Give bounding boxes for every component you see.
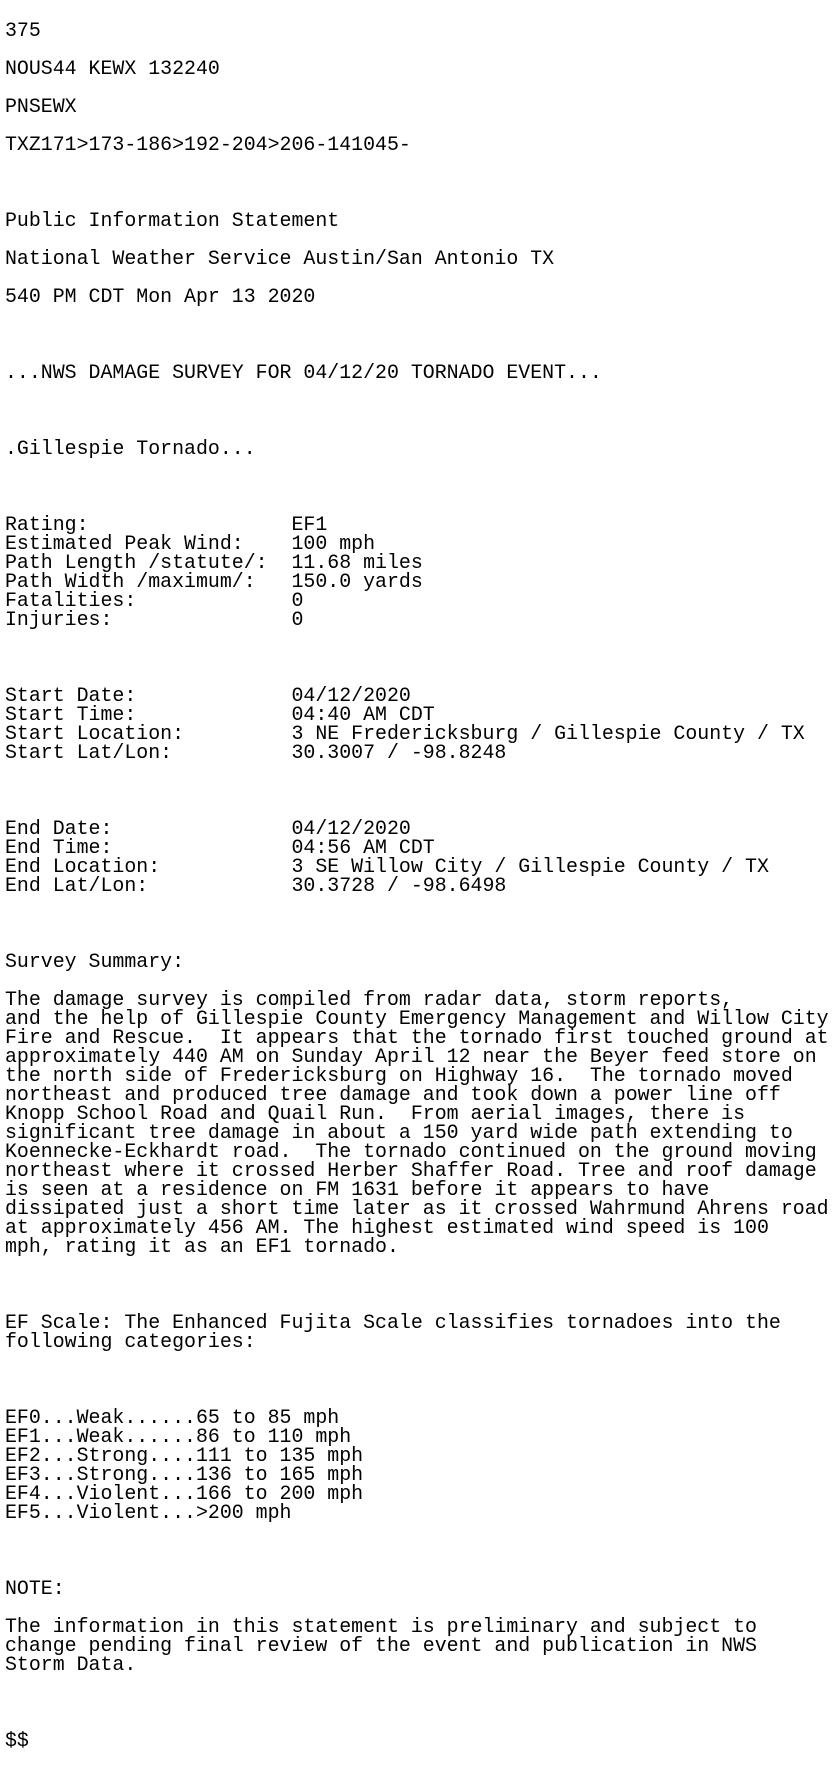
text-line: following categories: bbox=[5, 1330, 256, 1353]
text-line: is seen at a residence on FM 1631 before it appears to have bbox=[5, 1178, 710, 1201]
ef-scale-categories bbox=[5, 1408, 838, 1522]
text-line: dissipated just a short time later as it crossed Wahrmund Ahrens road bbox=[5, 1197, 829, 1220]
end-row bbox=[5, 876, 838, 895]
stats-value: 150.0 yards bbox=[291, 570, 423, 593]
note-heading: NOTE: bbox=[5, 1577, 65, 1600]
end-label: End Date: bbox=[5, 817, 113, 840]
text-line: approximately 440 AM on Sunday April 12 near the Beyer feed store on bbox=[5, 1045, 817, 1068]
ugc-codes: TXZ171>173-186>192-204>206-141045- bbox=[5, 133, 411, 156]
end-of-product-marker: $$ bbox=[5, 1729, 29, 1752]
stats-label: Fatalities: bbox=[5, 589, 137, 612]
text-line: EF Scale: The Enhanced Fujita Scale classifies tornadoes into the bbox=[5, 1311, 781, 1334]
headline: ...NWS DAMAGE SURVEY FOR 04/12/20 TORNADO EVENT... bbox=[5, 361, 602, 384]
start-label: Start Location: bbox=[5, 722, 185, 745]
text-line: The damage survey is compiled from radar data, storm reports, bbox=[5, 988, 734, 1011]
wmo-header: NOUS44 KEWX 132240 bbox=[5, 57, 220, 80]
blank-line bbox=[5, 1693, 838, 1712]
text-line: Knopp School Road and Quail Run. From aerial images, there is bbox=[5, 1102, 746, 1125]
text-line: EF0...Weak......65 to 85 mph bbox=[5, 1406, 340, 1429]
text-line: Storm Data. bbox=[5, 1653, 137, 1676]
blank-line bbox=[5, 1541, 838, 1560]
survey-heading: Survey Summary: bbox=[5, 950, 185, 973]
stats-value: 0 bbox=[291, 589, 304, 612]
end-value: 3 SE Willow City / Gillespie County / TX bbox=[291, 855, 769, 878]
note-text bbox=[5, 1617, 838, 1674]
text-line: EF3...Strong....136 to 165 mph bbox=[5, 1463, 364, 1486]
stats-value: 100 mph bbox=[291, 532, 376, 555]
product-name: Public Information Statement bbox=[5, 209, 340, 232]
end-value: 04/12/2020 bbox=[291, 817, 411, 840]
stats-value: 0 bbox=[291, 608, 304, 631]
stats-label: Rating: bbox=[5, 513, 89, 536]
start-block bbox=[5, 686, 838, 762]
end-block bbox=[5, 819, 838, 895]
text-line: mph, rating it as an EF1 tornado. bbox=[5, 1235, 399, 1258]
blank-line bbox=[5, 173, 838, 192]
stats-block bbox=[5, 515, 838, 629]
blank-line bbox=[5, 325, 838, 344]
start-row bbox=[5, 743, 838, 762]
stats-row bbox=[5, 610, 838, 629]
text-line: The information in this statement is preliminary and subject to bbox=[5, 1615, 757, 1638]
stats-label: Path Width /maximum/: bbox=[5, 570, 256, 593]
stats-row bbox=[5, 591, 838, 610]
start-value: 04/12/2020 bbox=[291, 684, 411, 707]
blank-line bbox=[5, 781, 838, 800]
issuing-office: National Weather Service Austin/San Antonio TX bbox=[5, 247, 555, 270]
blank-line bbox=[5, 1275, 838, 1294]
start-value: 04:40 AM CDT bbox=[291, 703, 435, 726]
stats-label: Path Length /statute/: bbox=[5, 551, 268, 574]
start-label: Start Lat/Lon: bbox=[5, 741, 173, 764]
stats-label: Injuries: bbox=[5, 608, 113, 631]
blank-line bbox=[5, 1370, 838, 1389]
blank-line bbox=[5, 477, 838, 496]
start-value: 30.3007 / -98.8248 bbox=[291, 741, 507, 764]
ef-scale-intro bbox=[5, 1313, 838, 1351]
start-label: Start Time: bbox=[5, 703, 137, 726]
end-label: End Time: bbox=[5, 836, 113, 859]
text-line: and the help of Gillespie County Emergency Management and Willow City bbox=[5, 1007, 829, 1030]
stats-value: EF1 bbox=[291, 513, 328, 536]
blank-line bbox=[5, 401, 838, 420]
blank-line bbox=[5, 648, 838, 667]
text-line: EF2...Strong....111 to 135 mph bbox=[5, 1444, 364, 1467]
stats-label: Estimated Peak Wind: bbox=[5, 532, 244, 555]
text-line: Fire and Rescue. It appears that the tornado first touched ground at bbox=[5, 1026, 829, 1049]
text-line: the north side of Fredericksburg on Highway 16. The tornado moved bbox=[5, 1064, 793, 1087]
text-line: change pending final review of the event and publication in NWS bbox=[5, 1634, 757, 1657]
text-line: EF5...Violent...>200 mph bbox=[5, 1501, 292, 1524]
end-label: End Lat/Lon: bbox=[5, 874, 149, 897]
text-line: EF1...Weak......86 to 110 mph bbox=[5, 1425, 352, 1448]
stats-value: 11.68 miles bbox=[291, 551, 423, 574]
text-line: northeast and produced tree damage and took down a power line off bbox=[5, 1083, 781, 1106]
start-value: 3 NE Fredericksburg / Gillespie County / TX bbox=[291, 722, 805, 745]
blank-line bbox=[5, 914, 838, 933]
survey-summary-text bbox=[5, 990, 838, 1256]
sequence-number: 375 bbox=[5, 19, 41, 42]
text-line: EF4...Violent...166 to 200 mph bbox=[5, 1482, 364, 1505]
text-line: significant tree damage in about a 150 yard wide path extending to bbox=[5, 1121, 793, 1144]
text-line: Koennecke-Eckhardt road. The tornado continued on the ground moving bbox=[5, 1140, 817, 1163]
text-line: northeast where it crossed Herber Shaffer Road. Tree and roof damage bbox=[5, 1159, 817, 1182]
issue-time: 540 PM CDT Mon Apr 13 2020 bbox=[5, 285, 316, 308]
awips-id: PNSEWX bbox=[5, 95, 77, 118]
start-label: Start Date: bbox=[5, 684, 137, 707]
end-value: 04:56 AM CDT bbox=[291, 836, 435, 859]
text-line: at approximately 456 AM. The highest estimated wind speed is 100 bbox=[5, 1216, 769, 1239]
end-label: End Location: bbox=[5, 855, 161, 878]
event-name: .Gillespie Tornado... bbox=[5, 437, 256, 460]
end-value: 30.3728 / -98.6498 bbox=[291, 874, 507, 897]
